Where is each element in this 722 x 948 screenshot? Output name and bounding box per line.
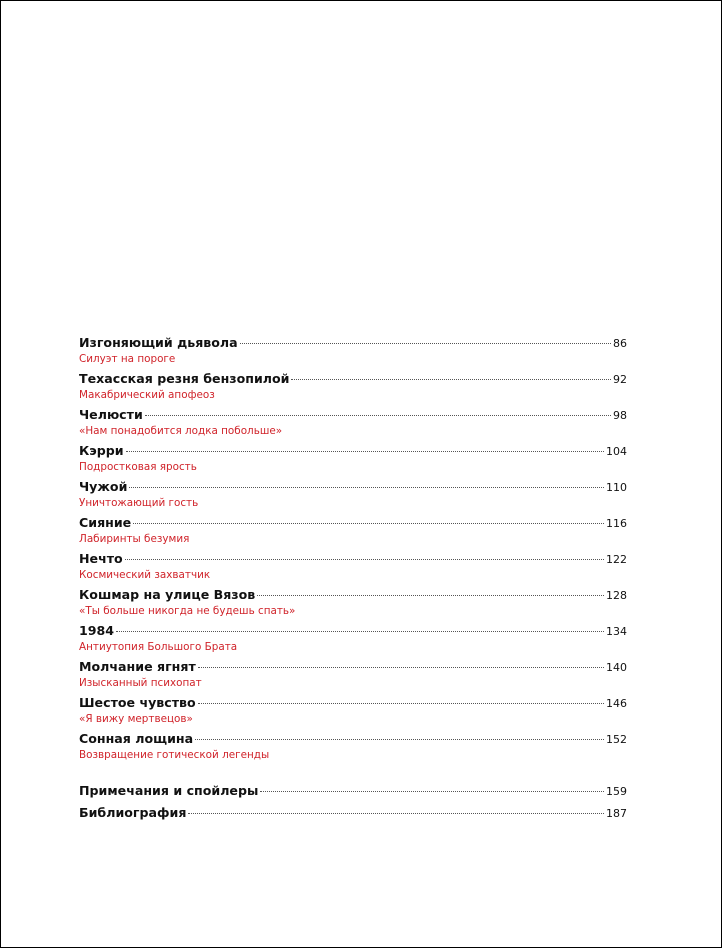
toc-entry-title: Шестое чувство: [79, 695, 196, 710]
dot-leader: [126, 450, 604, 452]
dot-leader: [116, 630, 604, 632]
toc-entry-title: Молчание ягнят: [79, 659, 196, 674]
dot-leader: [257, 594, 604, 596]
toc-entry: [79, 550, 627, 586]
toc-page-number: 92: [613, 373, 627, 386]
toc-appendix-section: [79, 782, 627, 826]
toc-entry: [79, 406, 627, 442]
toc-entry: [79, 804, 627, 826]
toc-entry-title: Чужой: [79, 479, 128, 494]
dot-leader: [133, 522, 604, 524]
toc-entry-title: Сияние: [79, 515, 132, 530]
dot-leader: [188, 812, 604, 814]
toc-page-number: 187: [606, 807, 627, 820]
toc-entry-subtitle: Космический захватчик: [79, 569, 211, 581]
dot-leader: [145, 414, 611, 416]
dot-leader: [260, 790, 604, 792]
toc-entry-title: Изгоняющий дьявола: [79, 335, 238, 350]
dot-leader: [129, 486, 604, 488]
toc-page-number: 128: [606, 589, 627, 602]
toc-entry: [79, 658, 627, 694]
table-of-contents: [79, 334, 627, 766]
toc-page-number: 110: [606, 481, 627, 494]
toc-page-number: 98: [613, 409, 627, 422]
toc-entry: [79, 622, 627, 658]
toc-entry: [79, 694, 627, 730]
dot-leader: [198, 666, 604, 668]
dot-leader: [240, 342, 611, 344]
toc-entry-title: 1984: [79, 623, 115, 638]
toc-page-number: 134: [606, 625, 627, 638]
toc-page-number: 152: [606, 733, 627, 746]
toc-entry-subtitle: «Нам понадобится лодка побольше»: [79, 425, 283, 437]
toc-entry-title: Сонная лощина: [79, 731, 194, 746]
dot-leader: [195, 738, 604, 740]
toc-page-number: 116: [606, 517, 627, 530]
toc-entry-subtitle: Макабрический апофеоз: [79, 389, 215, 401]
toc-entry: [79, 586, 627, 622]
toc-entry: [79, 514, 627, 550]
toc-entry-title: Техасская резня бензопилой: [79, 371, 290, 386]
dot-leader: [125, 558, 604, 560]
toc-entry: [79, 782, 627, 804]
toc-page-number: 146: [606, 697, 627, 710]
toc-page-number: 104: [606, 445, 627, 458]
toc-entry-subtitle: Подростковая ярость: [79, 461, 197, 473]
toc-entry-title: Библиография: [79, 805, 187, 820]
toc-entry: [79, 730, 627, 766]
toc-entry-subtitle: Лабиринты безумия: [79, 533, 190, 545]
toc-entry-title: Челюсти: [79, 407, 143, 422]
toc-entry-subtitle: Силуэт на пороге: [79, 353, 176, 365]
toc-entry: [79, 442, 627, 478]
toc-entry-title: Примечания и спойлеры: [79, 783, 259, 798]
toc-entry: [79, 334, 627, 370]
toc-page-number: 86: [613, 337, 627, 350]
toc-entry-subtitle: Возвращение готической легенды: [79, 749, 270, 761]
toc-entry: [79, 370, 627, 406]
toc-entry-title: Кошмар на улице Вязов: [79, 587, 256, 602]
toc-page-number: 122: [606, 553, 627, 566]
dot-leader: [291, 378, 611, 380]
toc-page-number: 140: [606, 661, 627, 674]
toc-entry-title: Кэрри: [79, 443, 124, 458]
dot-leader: [198, 702, 604, 704]
toc-page-number: 159: [606, 785, 627, 798]
toc-entry-subtitle: Антиутопия Большого Брата: [79, 641, 238, 653]
toc-entry-subtitle: Изысканный психопат: [79, 677, 202, 689]
toc-entry-subtitle: «Я вижу мертвецов»: [79, 713, 193, 725]
toc-entry-title: Нечто: [79, 551, 123, 566]
toc-entry-subtitle: Уничтожающий гость: [79, 497, 199, 509]
toc-entry-subtitle: «Ты больше никогда не будешь спать»: [79, 605, 296, 617]
toc-entry: [79, 478, 627, 514]
